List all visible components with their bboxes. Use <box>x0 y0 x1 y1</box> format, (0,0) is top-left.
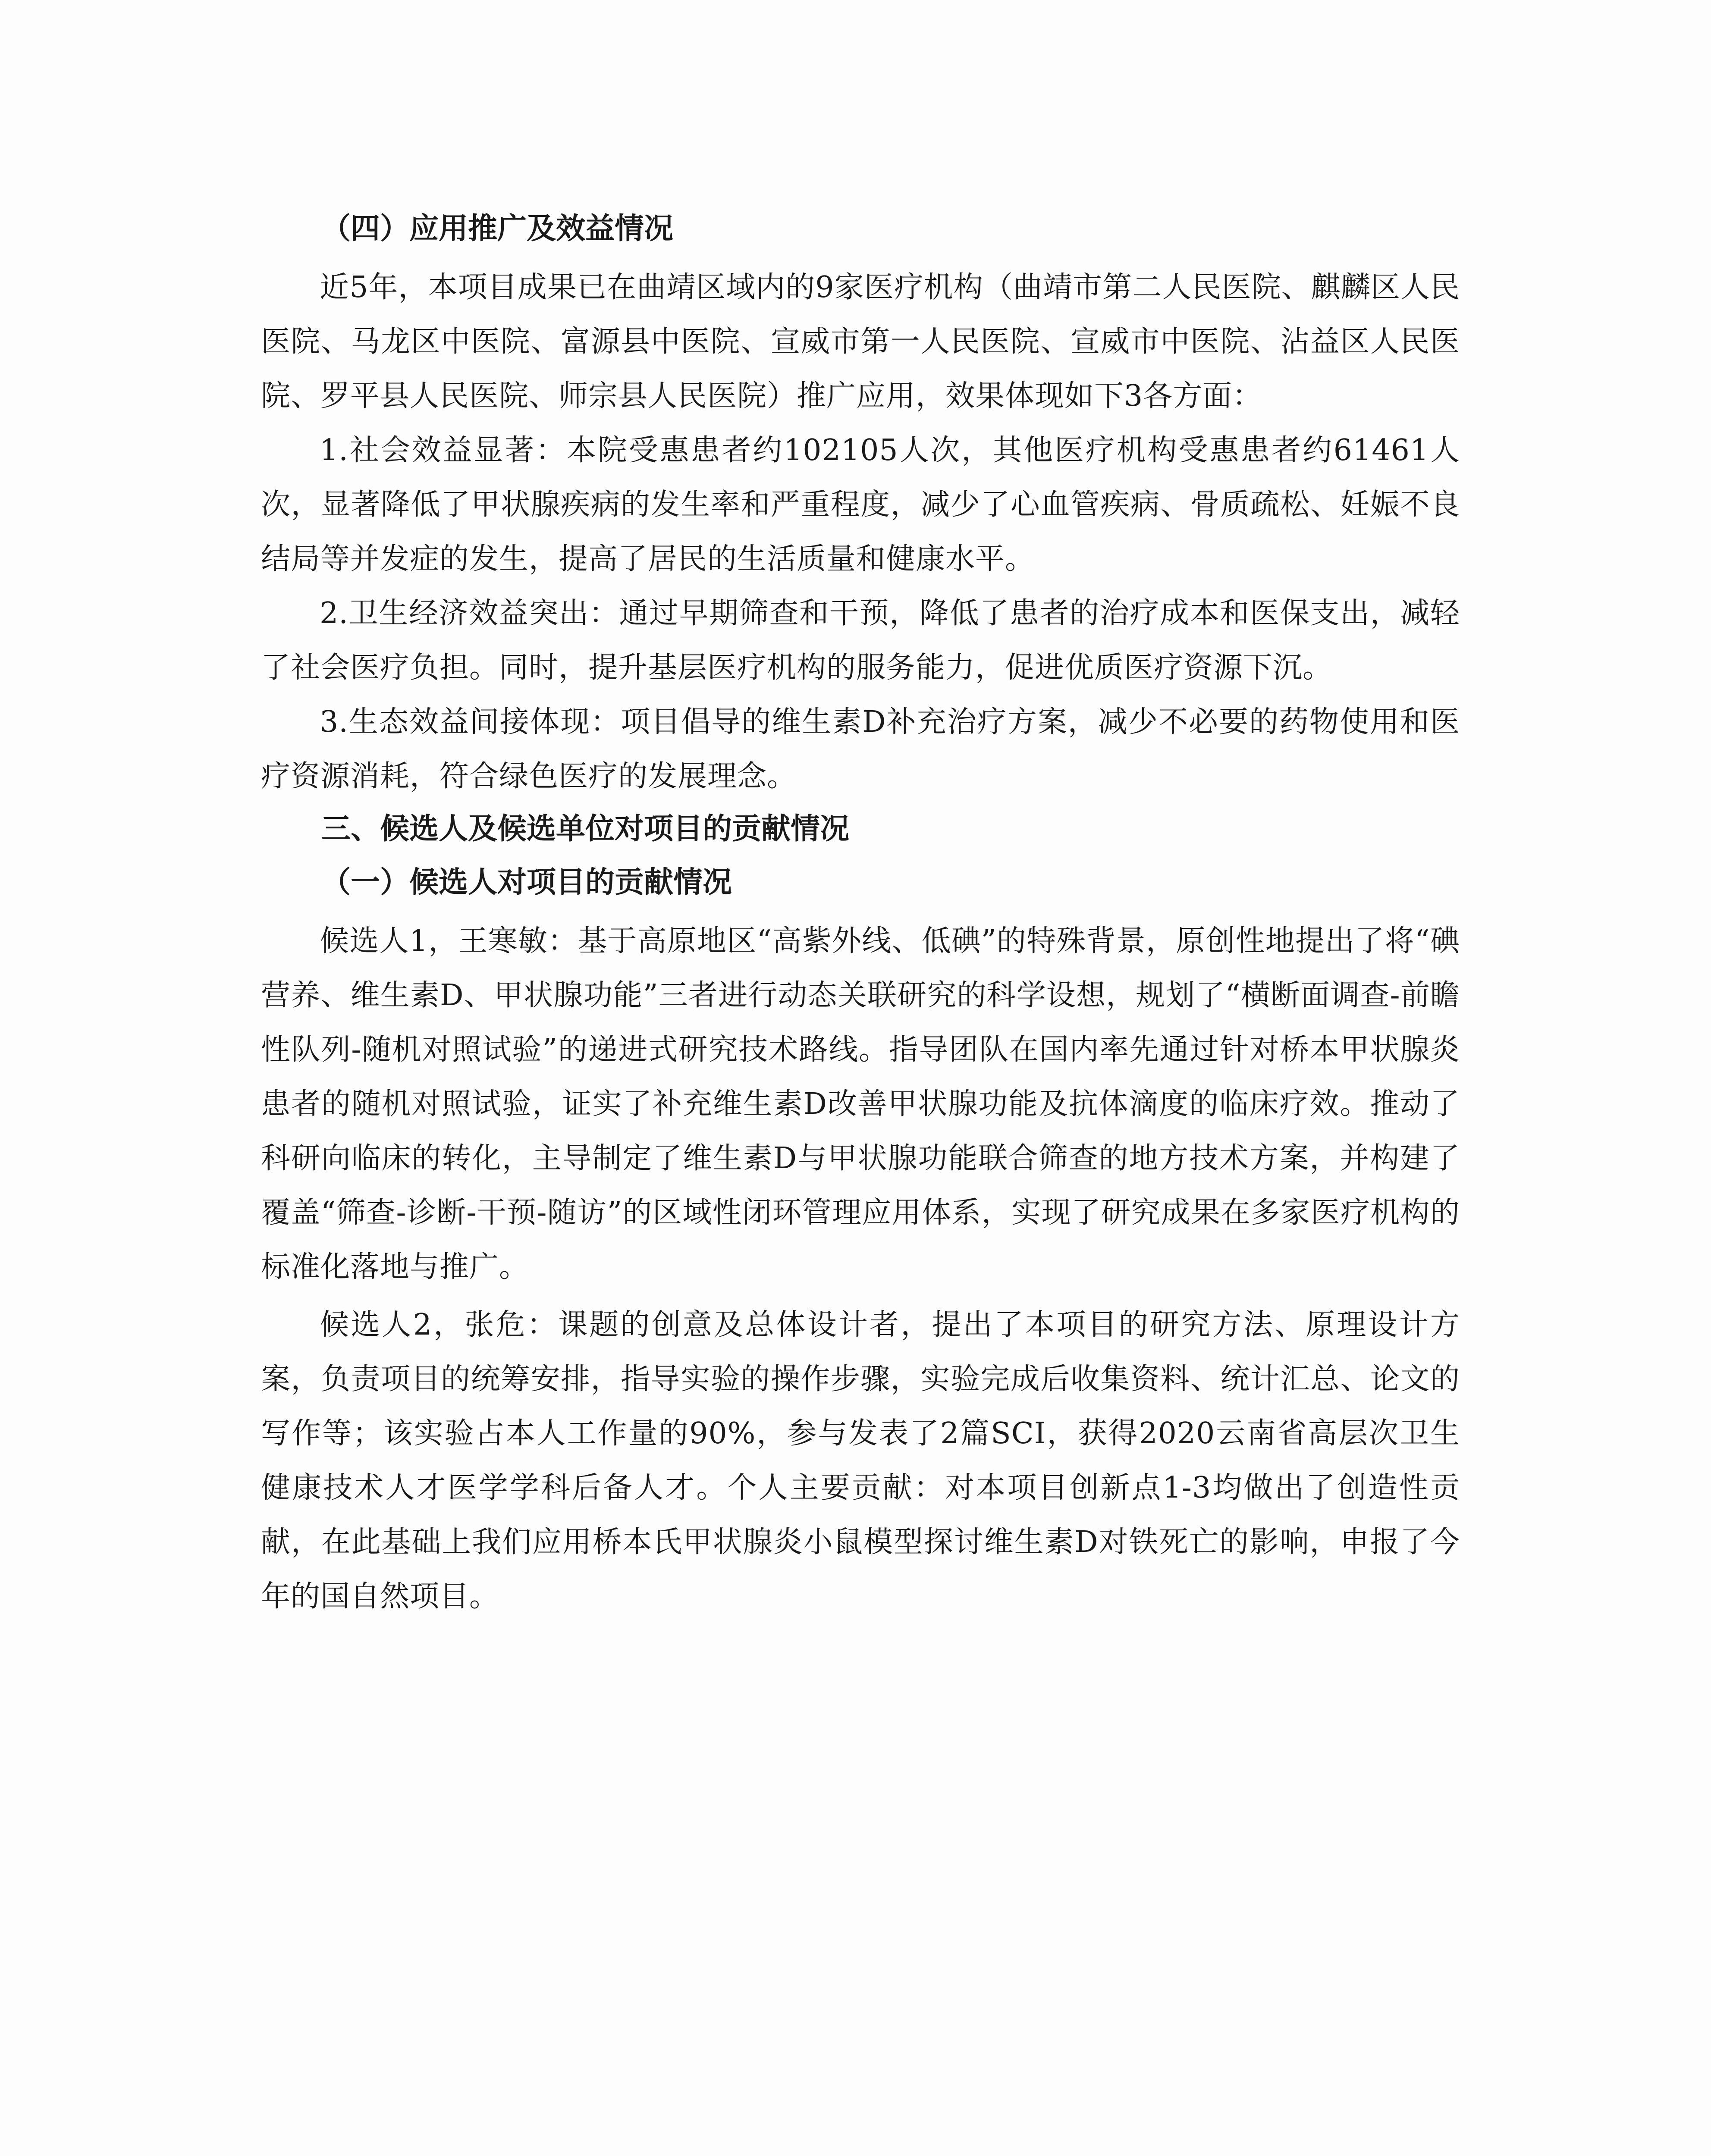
benefit-item-ecological: 3.生态效益间接体现：项目倡导的维生素D补充治疗方案，减少不必要的药物使用和医疗资源消耗，符合绿色医疗的发展理念。 <box>261 705 1460 793</box>
document-body <box>261 207 1460 1624</box>
benefit-item-economic: 2.卫生经济效益突出：通过早期筛查和干预，降低了患者的治疗成本和医保支出，减轻了社会医疗负担。同时，提升基层医疗机构的服务能力，促进优质医疗资源下沉。 <box>261 596 1460 685</box>
section-4-heading: （四）应用推广及效益情况 <box>321 211 674 246</box>
section-3-heading: 三、候选人及候选单位对项目的贡献情况 <box>321 812 850 846</box>
section-3-sub-heading: （一）候选人对项目的贡献情况 <box>321 865 732 899</box>
benefit-item-social: 1.社会效益显著：本院受惠患者约102105人次，其他医疗机构受惠患者约61461人次，显著降低了甲状腺疾病的发生率和严重程度，减少了心血管疾病、骨质疏松、妊娠不良结局等并发症的发生，提高了居民的生活质量和健康水平。 <box>261 433 1460 576</box>
section-4-intro: 近5年，本项目成果已在曲靖区域内的9家医疗机构（曲靖市第二人民医院、麒麟区人民医院、马龙区中医院、富源县中医院、宣威市第一人民医院、宣威市中医院、沾益区人民医院、罗平县人民医院、师宗县人民医院）推广应用，效果体现如下3各方面： <box>261 270 1460 413</box>
candidate-2-paragraph: 候选人2，张危：课题的创意及总体设计者，提出了本项目的研究方法、原理设计方案，负责项目的统筹安排，指导实验的操作步骤，实验完成后收集资料、统计汇总、论文的写作等；该实验占本人工作量的90%，参与发表了2篇SCI，获得2020云南省高层次卫生健康技术人才医学学科后备人才。个人主要贡献：对本项目创新点1-3均做出了创造性贡献，在此基础上我们应用桥本氏甲状腺炎小鼠模型探讨维生素D对铁死亡的影响，申报了今年的国自然项目。 <box>261 1308 1460 1614</box>
candidate-1-paragraph: 候选人1，王寒敏：基于高原地区“高紫外线、低碘”的特殊背景，原创性地提出了将“碘营养、维生素D、甲状腺功能”三者进行动态关联研究的科学设想，规划了“横断面调查-前瞻性队列-随机对照试验”的递进式研究技术路线。指导团队在国内率先通过针对桥本甲状腺炎患者的随机对照试验，证实了补充维生素D改善甲状腺功能及抗体滴度的临床疗效。推动了科研向临床的转化，主导制定了维生素D与甲状腺功能联合筛查的地方技术方案，并构建了覆盖“筛查-诊断-干预-随访”的区域性闭环管理应用体系，实现了研究成果在多家医疗机构的标准化落地与推广。 <box>261 924 1460 1284</box>
